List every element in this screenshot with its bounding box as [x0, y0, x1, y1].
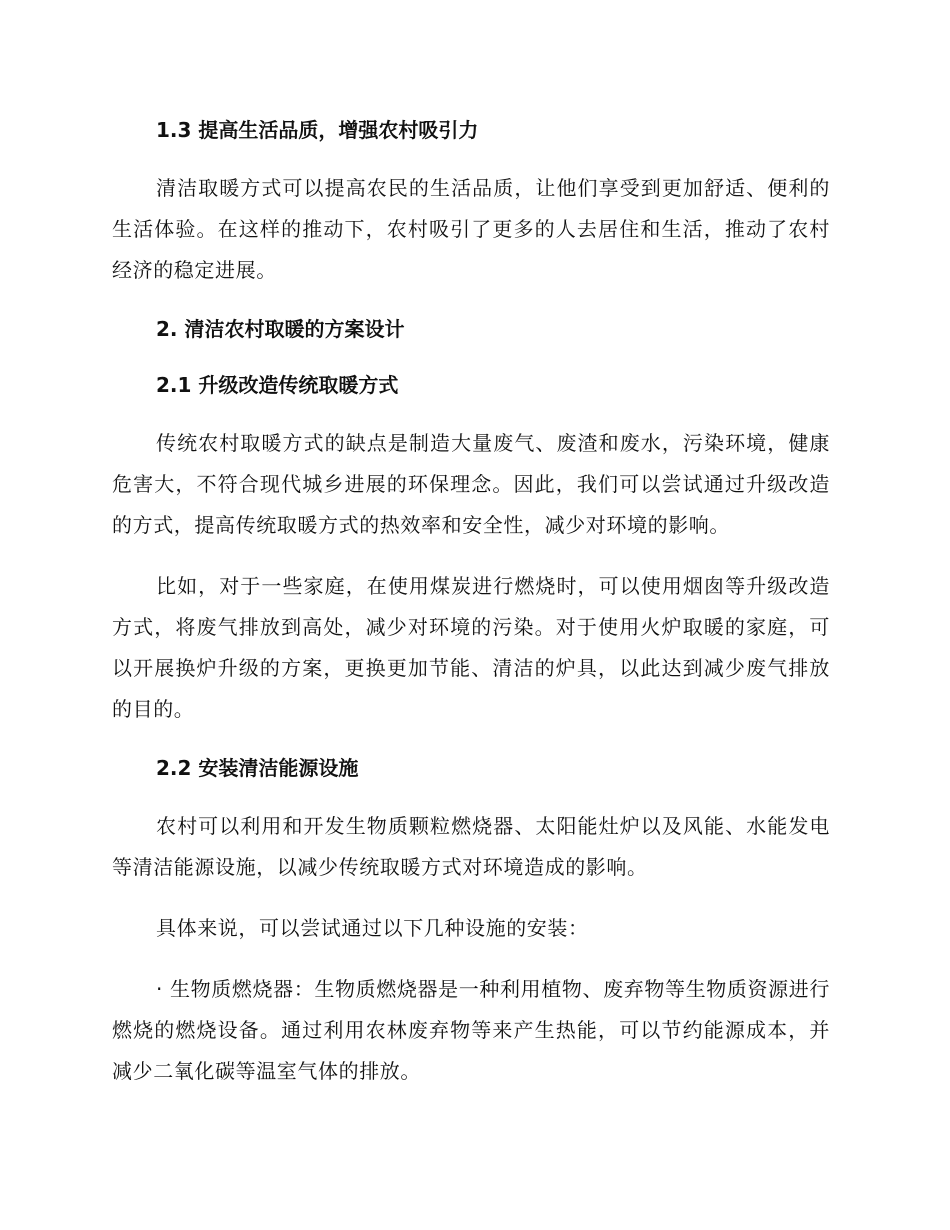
- section-heading-1-3: 1.3 提高生活品质，增强农村吸引力: [156, 118, 479, 142]
- document-page: [112, 112, 830, 1112]
- paragraph-clean-energy: 农村可以利用和开发生物质颗粒燃烧器、太阳能灶炉以及风能、水能发电等清洁能源设施，以减少传统取暖方式对环境造成的影响。: [112, 814, 830, 879]
- paragraph-upgrade-example: 比如，对于一些家庭，在使用煤炭进行燃烧时，可以使用烟囱等升级改造方式，将废气排放到高处，减少对环境的污染。对于使用火炉取暖的家庭，可以开展换炉升级的方案，更换更加节能、清洁的炉具，以此达到减少废气排放的目的。: [112, 574, 830, 721]
- paragraph-biomass-burner: · 生物质燃烧器：生物质燃烧器是一种利用植物、废弃物等生物质资源进行燃烧的燃烧设备。通过利用农林废弃物等来产生热能，可以节约能源成本，并减少二氧化碳等温室气体的排放。: [112, 977, 830, 1083]
- section-heading-2-1: 2.1 升级改造传统取暖方式: [156, 373, 399, 397]
- section-heading-2-2: 2.2 安装清洁能源设施: [156, 756, 359, 780]
- section-heading-2: 2. 清洁农村取暖的方案设计: [156, 317, 405, 341]
- paragraph-traditional-heating: 传统农村取暖方式的缺点是制造大量废气、废渣和废水，污染环境，健康危害大，不符合现代城乡进展的环保理念。因此，我们可以尝试通过升级改造的方式，提高传统取暖方式的热效率和安全性，减少对环境的影响。: [112, 431, 830, 537]
- paragraph-living-quality: 清洁取暖方式可以提高农民的生活品质，让他们享受到更加舒适、便利的生活体验。在这样的推动下，农村吸引了更多的人去居住和生活，推动了农村经济的稳定进展。: [112, 176, 830, 282]
- paragraph-specifics: 具体来说，可以尝试通过以下几种设施的安装：: [156, 916, 589, 940]
